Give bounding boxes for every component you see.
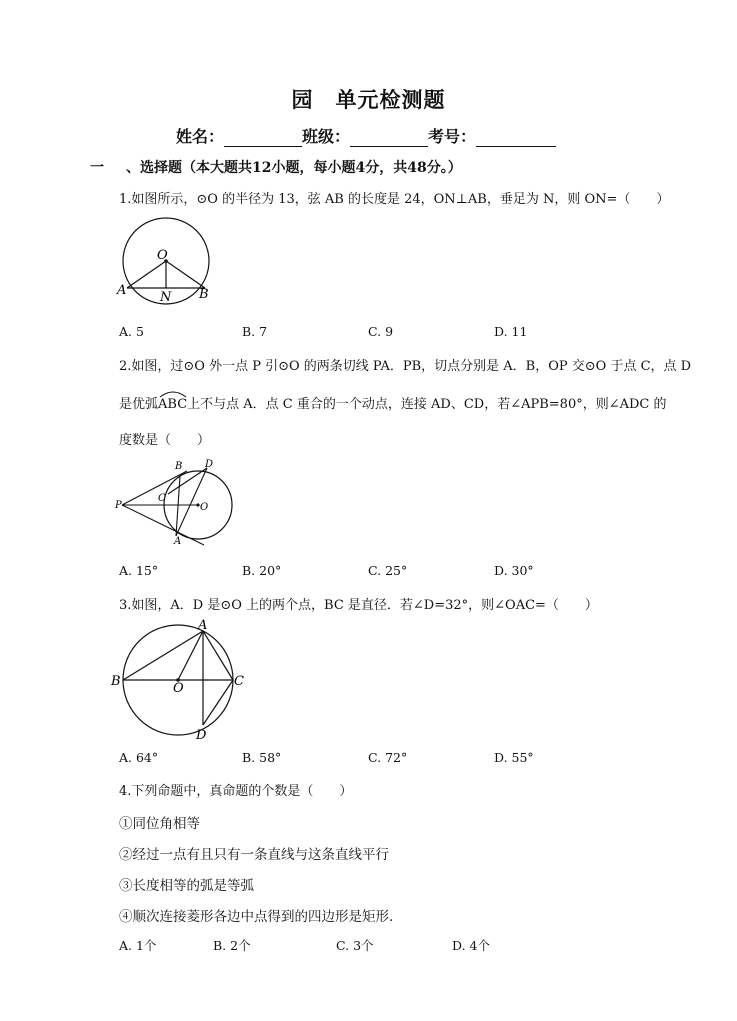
q4-option-a[interactable]: A. 1个 <box>119 938 157 953</box>
q2-label-p: P <box>115 500 122 511</box>
q2-option-d[interactable]: D. 30° <box>494 563 534 578</box>
q1-radius-ob <box>166 261 205 288</box>
q4-option-b[interactable]: B. 2个 <box>213 938 251 953</box>
q1-label-a: A <box>117 283 127 298</box>
q3-label-a: A <box>198 618 208 633</box>
q2-label-d: D <box>205 459 214 470</box>
class-label: 班级： <box>302 127 351 146</box>
q4-statement-4: ④顺次连接菱形各边中点得到的四边形是矩形． <box>119 909 403 925</box>
title-part-2: 单元检测题 <box>335 87 446 112</box>
question-2-line-2 <box>119 393 667 412</box>
question-2-line-3: 度数是（ ） <box>119 433 211 448</box>
question-2-figure <box>112 456 242 552</box>
title-part-1: 园 <box>291 87 314 112</box>
q3-chord-ac <box>203 631 233 680</box>
student-info-line <box>176 124 556 147</box>
question-4-text: 4.下列命题中，真命题的个数是（ ） <box>119 784 353 799</box>
q1-option-b[interactable]: B. 7 <box>242 324 268 339</box>
q3-label-o: O <box>173 681 184 696</box>
question-1-text: 1.如图所示，⊙O 的半径为 13，弦 AB 的长度是 24，ON⊥AB，垂足为 N，则 ON=（ ） <box>119 192 670 207</box>
q1-label-b: B <box>199 287 209 302</box>
q1-option-a[interactable]: A. 5 <box>119 324 144 339</box>
q1-option-c[interactable]: C. 9 <box>368 324 394 339</box>
q4-statement-2: ②经过一点有且只有一条直线与这条直线平行 <box>119 847 389 863</box>
q2-line2-post: 上不与点 A．点 C 重合的一个动点，连接 AD、CD，若∠APB=80°，则∠ADC 的 <box>187 397 667 412</box>
q2-label-b: B <box>175 461 183 472</box>
q4-statement-1: ①同位角相等 <box>119 816 200 832</box>
question-3-text: 3.如图，A．D 是⊙O 上的两个点，BC 是直径．若∠D=32°，则∠OAC=（ ） <box>119 598 598 613</box>
q2-label-c: C <box>158 493 166 504</box>
q2-arc-label: ABC <box>158 397 188 412</box>
q3-option-c[interactable]: C. 72° <box>368 750 408 765</box>
question-2-line-1: 2.如图，过⊙O 外一点 P 引⊙O 的两条切线 PA．PB，切点分别是 A．B，OP 交⊙O 于点 C，点 D <box>119 359 692 374</box>
q2-line2-pre: 是优弧 <box>119 397 159 412</box>
q2-label-a: A <box>174 536 182 547</box>
q2-option-b[interactable]: B. 20° <box>242 563 282 578</box>
q3-option-d[interactable]: D. 55° <box>494 750 534 765</box>
id-label: 考号： <box>428 127 477 146</box>
q4-option-d[interactable]: D. 4个 <box>452 938 490 953</box>
question-1-figure <box>112 214 222 310</box>
q4-statement-3: ③长度相等的弧是等弧 <box>119 878 254 894</box>
name-blank[interactable] <box>224 131 302 147</box>
name-label: 姓名： <box>176 127 225 146</box>
section-header <box>90 157 462 177</box>
q3-option-a[interactable]: A. 64° <box>119 750 159 765</box>
q2-label-o: O <box>200 502 209 513</box>
q3-label-b: B <box>111 674 121 689</box>
q3-label-d: D <box>196 728 207 743</box>
q3-option-b[interactable]: B. 58° <box>242 750 282 765</box>
q1-label-n: N <box>160 290 172 305</box>
q2-arc-abc <box>158 397 187 412</box>
q1-radius-oa <box>127 261 166 288</box>
q1-option-d[interactable]: D. 11 <box>494 324 528 339</box>
q2-option-c[interactable]: C. 25° <box>368 563 408 578</box>
class-blank[interactable] <box>350 131 428 147</box>
q1-label-o: O <box>157 248 168 263</box>
q4-option-c[interactable]: C. 3个 <box>336 938 374 953</box>
q2-chord-ab <box>176 476 180 536</box>
page-title <box>0 84 737 114</box>
id-blank[interactable] <box>476 131 556 147</box>
question-3-figure <box>112 614 252 744</box>
q2-option-a[interactable]: A. 15° <box>119 563 159 578</box>
section-number: 一 <box>90 160 104 176</box>
q2-tangent-pa <box>122 505 204 545</box>
section-label: 、选择题（本大题共12小题，每小题4分，共48分。） <box>126 160 462 176</box>
q3-label-c: C <box>234 674 244 689</box>
